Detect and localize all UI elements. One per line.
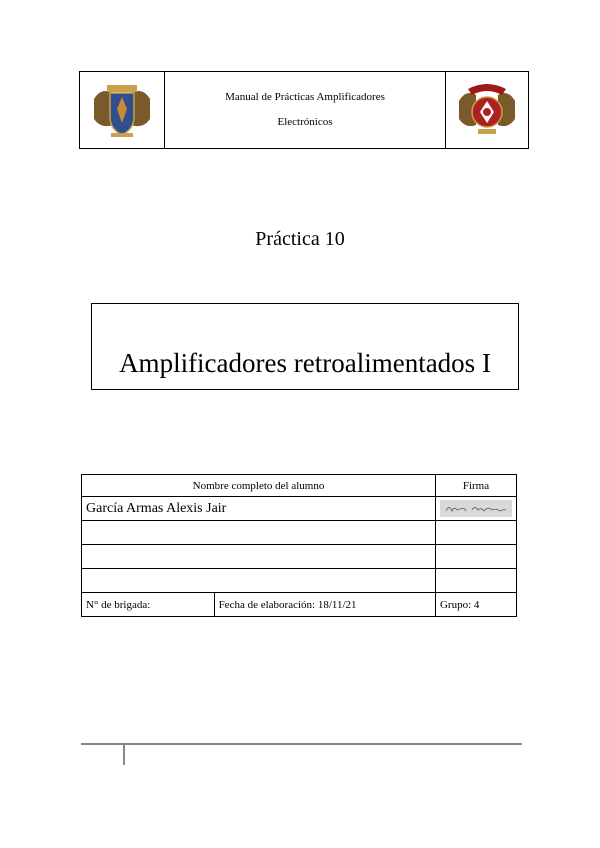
practice-number: Práctica 10 xyxy=(255,228,345,250)
table-row xyxy=(82,569,517,593)
signature-cell xyxy=(435,497,516,521)
table-row xyxy=(82,497,517,521)
table-row xyxy=(82,545,517,569)
student-name-cell: García Armas Alexis Jair xyxy=(82,497,436,521)
signature-cell xyxy=(435,569,516,593)
unam-shield-icon xyxy=(91,79,153,141)
signature-image xyxy=(440,500,512,517)
title-box xyxy=(91,303,519,390)
header-left-cell xyxy=(80,72,165,148)
header-table xyxy=(79,71,529,149)
header-right-cell xyxy=(445,72,528,148)
ingenieria-shield-icon xyxy=(456,79,518,141)
brigade-cell: N° de brigada: xyxy=(82,593,215,617)
group-cell: Grupo: 4 xyxy=(435,593,516,617)
table-info-row xyxy=(82,593,517,617)
header-title-cell xyxy=(165,72,445,148)
table-row xyxy=(82,521,517,545)
footer-divider xyxy=(81,743,522,745)
name-column-header: Nombre completo del alumno xyxy=(82,475,436,497)
header-line-1: Manual de Prácticas Amplificadores xyxy=(225,91,385,103)
signature-cell xyxy=(435,545,516,569)
signature-cell xyxy=(435,521,516,545)
student-name-cell xyxy=(82,521,436,545)
student-table xyxy=(81,474,517,617)
student-name-cell xyxy=(82,569,436,593)
date-cell: Fecha de elaboración: 18/11/21 xyxy=(214,593,435,617)
footer-tick xyxy=(123,745,125,765)
signature-column-header: Firma xyxy=(435,475,516,497)
document-title: Amplificadores retroalimentados I xyxy=(119,348,491,378)
table-header-row xyxy=(82,475,517,497)
header-line-2: Electrónicos xyxy=(277,116,333,128)
student-name-cell xyxy=(82,545,436,569)
